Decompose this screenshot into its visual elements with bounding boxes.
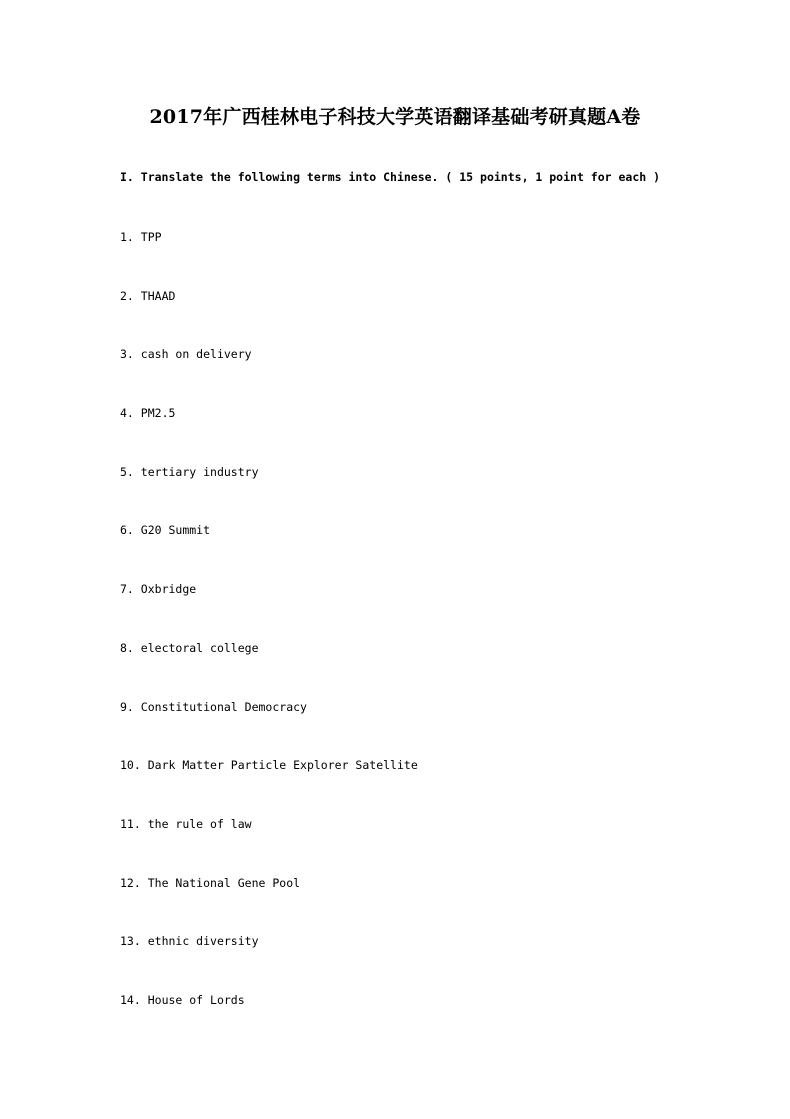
item-number: 5. (120, 464, 134, 479)
item-number: 11. (120, 816, 141, 831)
item-term: the rule of law (147, 816, 252, 831)
page-title: 2017年广西桂林电子科技大学英语翻译基础考研真题A卷 (149, 106, 641, 128)
item-term: G20 Summit (140, 523, 211, 538)
item-term: tertiary industry (140, 464, 259, 479)
item-number: 7. (120, 582, 134, 597)
list-item (120, 464, 418, 523)
item-number: 10. (120, 758, 141, 773)
item-term: The National Gene Pool (147, 875, 301, 890)
item-number: 8. (120, 640, 134, 655)
item-number: 3. (120, 347, 134, 362)
list-item (120, 346, 418, 405)
item-number: 4. (120, 406, 134, 421)
item-term: Constitutional Democracy (140, 699, 307, 714)
list-item (120, 992, 418, 1051)
list-item (120, 640, 418, 699)
list-item (120, 288, 418, 347)
item-number: 9. (120, 699, 134, 714)
item-term: PM2.5 (140, 406, 176, 421)
item-term: cash on delivery (140, 347, 252, 362)
list-item (120, 875, 418, 934)
list-item (120, 229, 418, 288)
list-item (120, 816, 418, 875)
list-item (120, 581, 418, 640)
item-term: Oxbridge (140, 582, 197, 597)
list-item (120, 699, 418, 758)
item-term: electoral college (140, 640, 259, 655)
term-list (120, 229, 418, 1051)
list-item (120, 522, 418, 581)
item-term: ethnic diversity (147, 934, 259, 949)
item-term: Dark Matter Particle Explorer Satellite (147, 758, 418, 773)
section-heading: I. Translate the following terms into Chinese. ( 15 points, 1 point for each ) (120, 170, 661, 184)
item-number: 2. (120, 288, 134, 303)
item-number: 13. (120, 934, 141, 949)
list-item (120, 757, 418, 816)
item-term: TPP (140, 230, 162, 244)
item-term: THAAD (140, 288, 176, 303)
item-number: 12. (120, 875, 141, 890)
list-item (120, 933, 418, 992)
list-item (120, 405, 418, 464)
item-term: House of Lords (147, 992, 245, 1007)
item-number: 6. (120, 523, 134, 538)
item-number: 1. (120, 230, 134, 244)
item-number: 14. (120, 992, 141, 1007)
